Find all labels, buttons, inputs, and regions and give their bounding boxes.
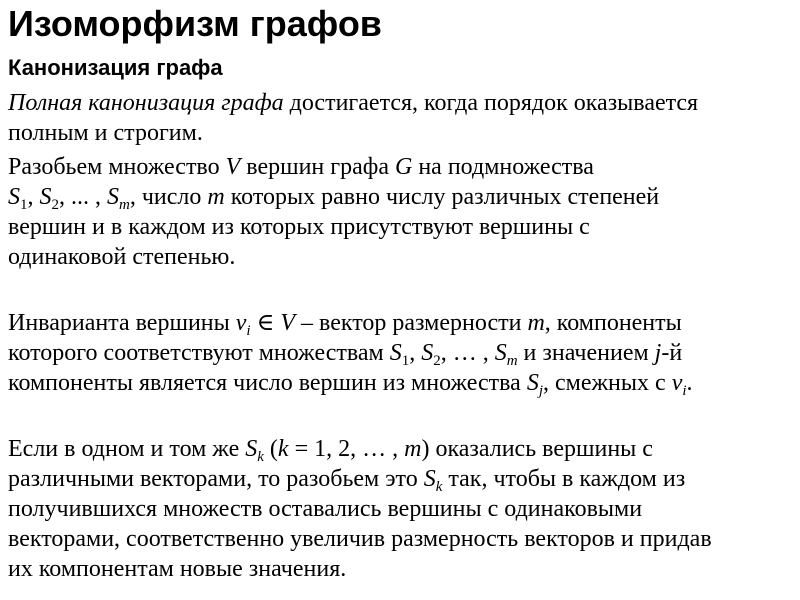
- text: -й: [661, 340, 683, 366]
- text: .: [686, 370, 693, 396]
- text: Инварианта вершины: [8, 310, 236, 336]
- math-sub: 1: [20, 197, 28, 213]
- math-sub: [507, 353, 518, 369]
- text: , ... ,: [59, 184, 107, 210]
- math-var: S: [526, 370, 539, 396]
- text: различными векторами, то разобьем это: [8, 466, 424, 492]
- paragraph-vertex-invariant: [8, 308, 794, 398]
- math-var: G: [394, 154, 413, 180]
- text: получившихся множеств оставались вершины с одинаковыми: [8, 496, 643, 522]
- text: , компоненты: [544, 310, 682, 336]
- text: достигается, когда порядок оказывается: [283, 90, 699, 116]
- math-var: S: [423, 466, 436, 492]
- text: вершин графа: [240, 154, 395, 180]
- term-full-canonization: Полная канонизация графа: [8, 90, 284, 116]
- text: которых равно числу различных степеней: [224, 184, 660, 210]
- text: полным и строгим.: [8, 120, 203, 146]
- math-var: S: [421, 340, 434, 366]
- text: , число: [129, 184, 208, 210]
- text: , … ,: [440, 340, 495, 366]
- math-sub: 2: [51, 197, 59, 213]
- math-var: j: [654, 340, 662, 366]
- math-var: S: [389, 340, 402, 366]
- math-sub: 2: [433, 353, 441, 369]
- paragraph-refinement: [8, 434, 794, 584]
- math-var: j: [538, 383, 543, 399]
- text: ) оказались вершины с: [421, 436, 653, 462]
- math-var: V: [225, 154, 241, 180]
- text: = 1, 2, … ,: [288, 436, 405, 462]
- math-var: S: [107, 184, 119, 210]
- text: – вектор размерности: [295, 310, 528, 336]
- text: Если в одном и том же: [8, 436, 246, 462]
- text: (: [263, 436, 278, 462]
- math-var: S: [39, 184, 52, 210]
- math-var: S: [245, 436, 258, 462]
- page-title: Изоморфизм графов: [8, 3, 382, 44]
- math-sub: [257, 449, 264, 465]
- text: которого соответствуют множествам: [8, 340, 390, 366]
- paragraph-full-canonization: [8, 88, 794, 148]
- math-var: m: [119, 197, 130, 213]
- paragraph-partition: [8, 152, 794, 272]
- text: компоненты является число вершин из множества: [8, 370, 527, 396]
- math-var: i: [682, 383, 687, 399]
- math-var: m: [506, 353, 518, 369]
- text: вершин и в каждом из которых присутствуют вершины с: [8, 214, 590, 240]
- text: так, чтобы в каждом из: [442, 466, 686, 492]
- math-var: k: [257, 449, 264, 465]
- math-var: i: [246, 323, 251, 339]
- math-var: S: [494, 340, 507, 366]
- math-var: k: [277, 436, 289, 462]
- text: векторами, соответственно увеличив размерность векторов и придав: [8, 526, 712, 552]
- math-var: m: [527, 310, 545, 336]
- section-heading: Канонизация графа: [8, 55, 223, 80]
- math-var: S: [8, 184, 20, 210]
- text: на подмножества: [412, 154, 594, 180]
- text: их компонентам новые значения.: [8, 556, 347, 582]
- math-var: v: [235, 310, 247, 336]
- math-sub: 1: [401, 353, 410, 369]
- math-var: v: [671, 370, 683, 396]
- text: ,: [409, 340, 422, 366]
- math-sub: [119, 197, 130, 213]
- math-var: m: [404, 436, 422, 462]
- text: Разобьем множество: [8, 154, 226, 180]
- text: ,: [27, 184, 40, 210]
- element-of-symbol: ∈: [250, 310, 281, 336]
- text: одинаковой степенью.: [8, 244, 236, 270]
- text: и значением: [517, 340, 655, 366]
- math-var: m: [207, 184, 225, 210]
- math-var: V: [280, 310, 296, 336]
- text: , смежных с: [542, 370, 672, 396]
- math-var: k: [435, 479, 443, 495]
